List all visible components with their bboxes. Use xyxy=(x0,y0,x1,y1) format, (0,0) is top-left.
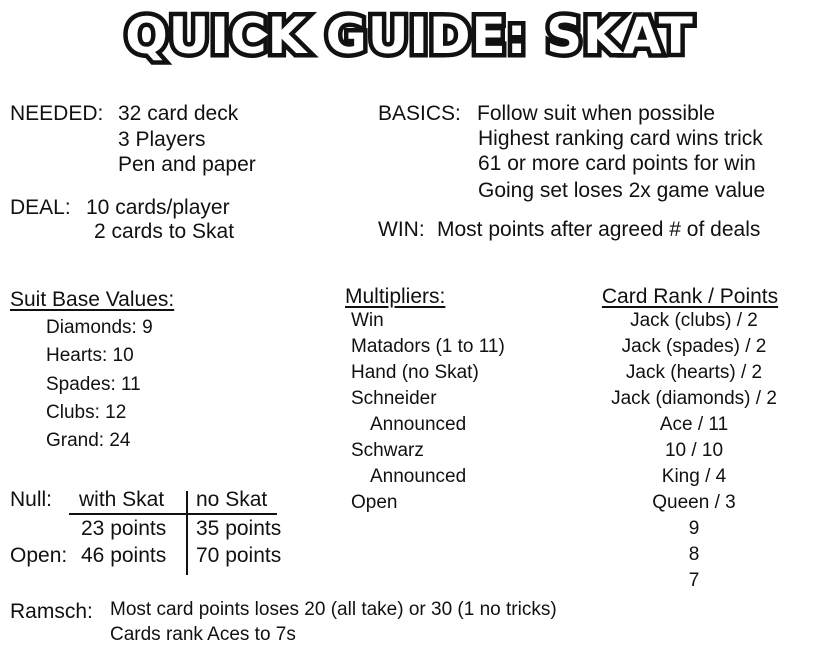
win-text: Most points after agreed # of deals xyxy=(437,218,761,241)
table-column-divider xyxy=(186,491,188,575)
suit-value-item: Grand: 24 xyxy=(46,430,131,451)
multiplier-item: Schwarz xyxy=(351,440,424,461)
card-rank-item: 7 xyxy=(688,570,700,591)
needed-item-pen: Pen and paper xyxy=(118,153,256,176)
card-rank-item: Queen / 3 xyxy=(652,492,736,513)
basics-item: Highest ranking card wins trick xyxy=(478,127,763,150)
ramsch-item: Most card points loses 20 (all take) or 30 (1 no tricks) xyxy=(110,599,557,620)
card-rank-item: King / 4 xyxy=(661,466,727,487)
multiplier-item: Hand (no Skat) xyxy=(351,362,479,383)
table-header-rule xyxy=(69,513,277,515)
ramsch-item: Cards rank Aces to 7s xyxy=(110,624,296,645)
basics-item: 61 or more card points for win xyxy=(478,152,756,175)
basics-item: Going set loses 2x game value xyxy=(478,179,766,202)
multiplier-item: Open xyxy=(351,492,398,513)
suit-value-item: Clubs: 12 xyxy=(46,402,127,423)
card-rank-item: Jack (hearts) / 2 xyxy=(625,362,763,383)
open-label: Open: xyxy=(10,544,68,567)
card-rank-item: 9 xyxy=(688,518,700,539)
deal-item-cards: 10 cards/player xyxy=(86,196,230,219)
multiplier-item: Matadors (1 to 11) xyxy=(351,336,505,357)
card-rank-item: Jack (spades) / 2 xyxy=(621,336,767,357)
basics-item: Follow suit when possible xyxy=(477,102,716,125)
basics-label: BASICS: xyxy=(378,102,461,125)
card-rank-item: Jack (diamonds) / 2 xyxy=(611,388,777,409)
card-rank-item: 8 xyxy=(688,544,700,565)
win-label: WIN: xyxy=(378,218,425,241)
suit-value-item: Diamonds: 9 xyxy=(46,317,153,338)
needed-item-deck: 32 card deck xyxy=(118,102,239,125)
null-no-skat-value: 35 points xyxy=(196,517,282,540)
null-label: Null: xyxy=(10,488,53,511)
no-skat-header: no Skat xyxy=(196,488,268,511)
multiplier-item: Win xyxy=(351,310,384,331)
multiplier-item: Schneider xyxy=(351,388,437,409)
multipliers-heading: Multipliers: xyxy=(345,285,446,308)
with-skat-header: with Skat xyxy=(79,488,165,511)
open-no-skat-value: 70 points xyxy=(196,544,282,567)
suit-values-heading: Suit Base Values: xyxy=(10,288,175,311)
multiplier-item: Announced xyxy=(370,414,467,435)
card-rank-item: Ace / 11 xyxy=(659,414,729,435)
page-title: QUICK GUIDE: SKAT xyxy=(125,7,694,65)
deal-label: DEAL: xyxy=(10,196,71,219)
null-with-skat-value: 23 points xyxy=(81,517,167,540)
suit-value-item: Spades: 11 xyxy=(46,374,141,395)
multiplier-item: Announced xyxy=(370,466,467,487)
ramsch-label: Ramsch: xyxy=(10,600,93,623)
needed-item-players: 3 Players xyxy=(118,128,206,151)
deal-item-skat: 2 cards to Skat xyxy=(94,220,235,243)
card-rank-item: 10 / 10 xyxy=(664,440,724,461)
card-rank-heading: Card Rank / Points xyxy=(601,285,779,308)
open-with-skat-value: 46 points xyxy=(81,544,167,567)
suit-value-item: Hearts: 10 xyxy=(46,345,134,366)
needed-label: NEEDED: xyxy=(10,102,104,125)
card-rank-item: Jack (clubs) / 2 xyxy=(630,310,758,331)
